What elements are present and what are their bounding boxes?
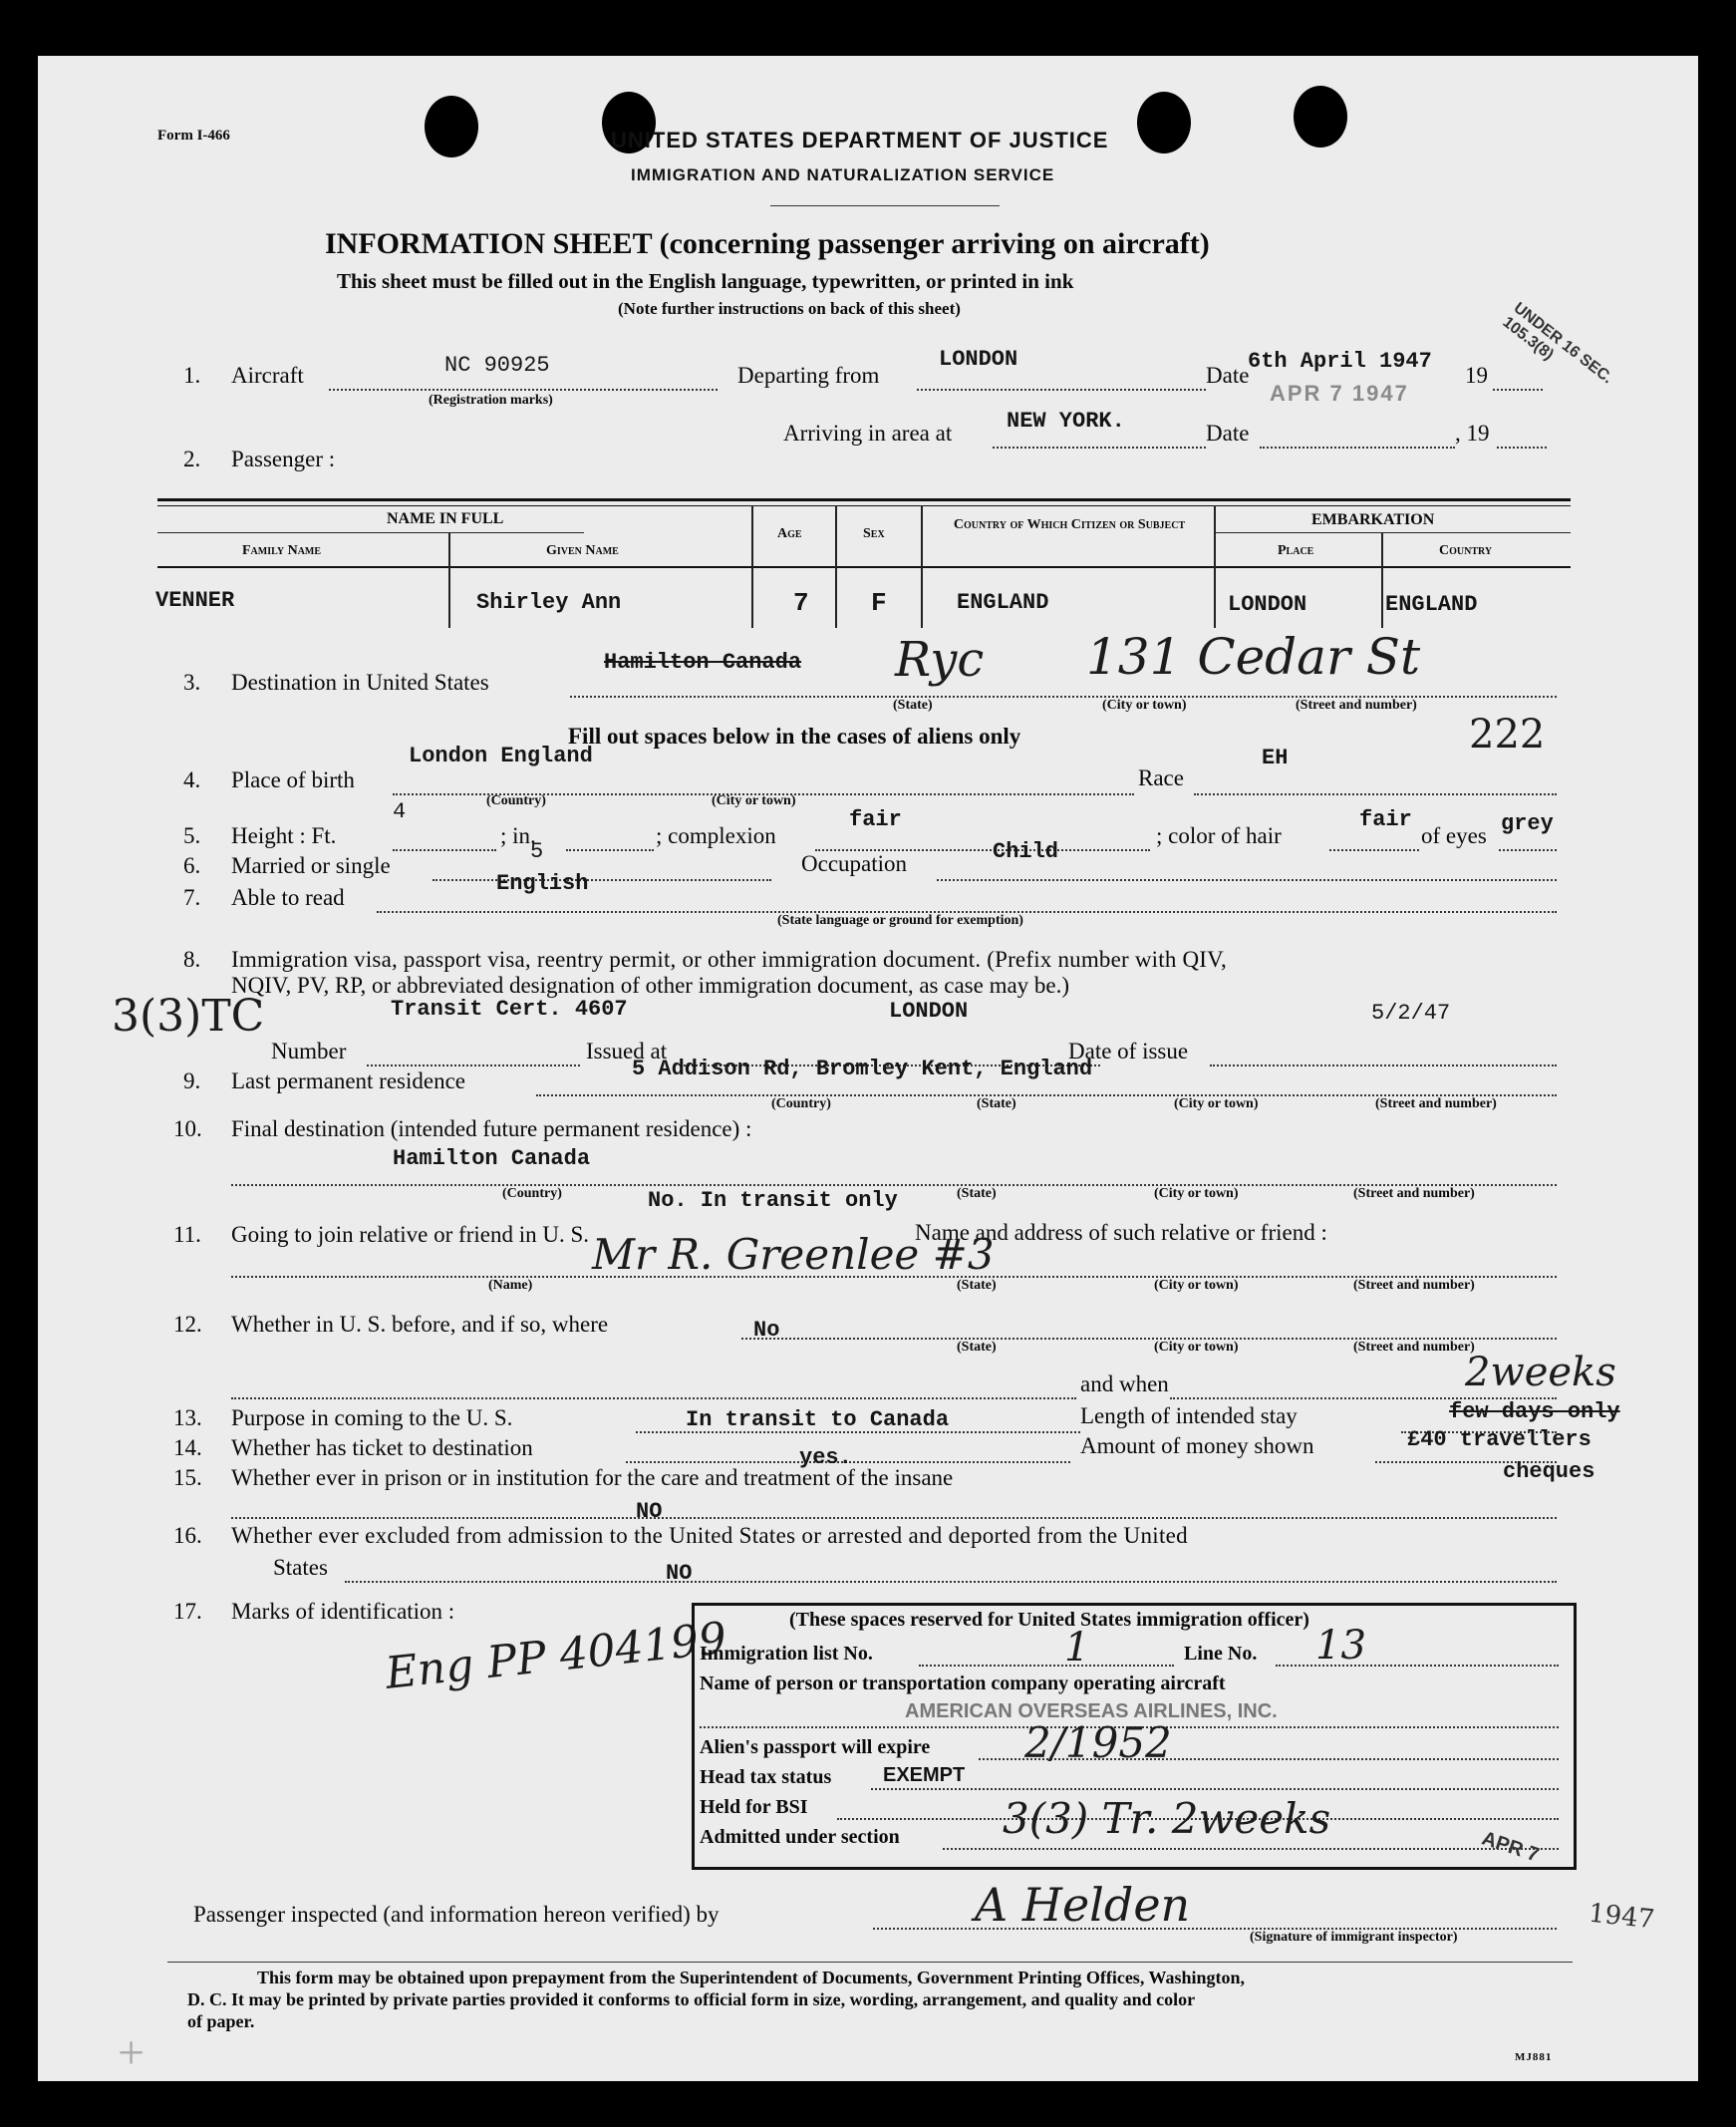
height-ft-value: 4 bbox=[393, 799, 407, 824]
list-value: 1 bbox=[1064, 1625, 1090, 1671]
departing-value: LONDON bbox=[939, 347, 1018, 372]
inspected-label: Passenger inspected (and information hereon verified) by bbox=[193, 1902, 720, 1927]
item-number: 12. bbox=[173, 1312, 202, 1337]
country-sub: (Country) bbox=[502, 1186, 562, 1201]
hair-label: ; color of hair bbox=[1156, 823, 1282, 848]
family-name-header: Family Name bbox=[242, 543, 322, 558]
line-label: Line No. bbox=[1184, 1643, 1258, 1665]
country-sub: (Country) bbox=[771, 1096, 831, 1111]
punch-hole bbox=[425, 96, 478, 157]
purpose-value: In transit to Canada bbox=[686, 1407, 950, 1432]
name-in-full-header: NAME IN FULL bbox=[387, 510, 504, 527]
corner-mark: + bbox=[118, 2026, 145, 2079]
city-sub: (City or town) bbox=[1154, 1186, 1239, 1201]
line-value: 13 bbox=[1315, 1623, 1366, 1669]
sheet-note: (Note further instructions on back of this sheet) bbox=[618, 299, 961, 318]
ticket-value: yes. bbox=[799, 1445, 852, 1470]
doc-date-value: 5/2/47 bbox=[1371, 1001, 1451, 1026]
excluded-line1: Whether ever excluded from admission to the United States or arrested and deported from the United bbox=[231, 1523, 1188, 1548]
state-sub: (State) bbox=[957, 1186, 997, 1201]
form-code: MJ881 bbox=[1515, 2051, 1553, 2063]
destination-hand-street: 131 Cedar St bbox=[1086, 628, 1421, 686]
year-stamp: 1947 bbox=[1587, 1898, 1656, 1936]
sheet-subtitle: This sheet must be filled out in the English language, typewritten, or printed in ink bbox=[337, 269, 1074, 293]
destination-label: Destination in United States bbox=[231, 670, 489, 695]
height-label: Height : Ft. bbox=[231, 823, 337, 848]
sex-header: Sex bbox=[863, 526, 885, 541]
item-number: 2. bbox=[183, 447, 201, 471]
arrival-year-suffix: , 19 bbox=[1455, 421, 1490, 446]
age-header: Age bbox=[777, 526, 802, 541]
number-label: Number bbox=[271, 1039, 347, 1064]
arriving-value: NEW YORK. bbox=[1007, 409, 1125, 434]
complexion-value: fair bbox=[849, 807, 902, 832]
item-number: 17. bbox=[173, 1599, 202, 1624]
money-value-2: cheques bbox=[1503, 1459, 1595, 1484]
registration-sub: (Registration marks) bbox=[429, 393, 553, 408]
prison-value: NO bbox=[636, 1499, 663, 1524]
state-sub: (State) bbox=[957, 1340, 997, 1355]
item-number: 4. bbox=[183, 767, 201, 792]
departure-date-value: 6th April 1947 bbox=[1248, 349, 1432, 374]
destination-hand-state: Ryc bbox=[895, 632, 985, 688]
destination-typed: Hamilton Canada bbox=[604, 650, 802, 675]
punch-hole bbox=[1137, 92, 1191, 153]
family-name-value: VENNER bbox=[155, 588, 235, 613]
height-in-value: 5 bbox=[530, 839, 544, 864]
marks-label: Marks of identification : bbox=[231, 1599, 455, 1624]
hair-value: fair bbox=[1359, 807, 1412, 832]
item-number: 14. bbox=[173, 1435, 202, 1460]
margin-hand-note: 3(3)TC bbox=[112, 991, 265, 1042]
doc-number-value: Transit Cert. 4607 bbox=[391, 997, 628, 1022]
list-label: Immigration list No. bbox=[700, 1643, 873, 1665]
item-number: 13. bbox=[173, 1405, 202, 1430]
purpose-label: Purpose in coming to the U. S. bbox=[231, 1405, 513, 1430]
given-name-value: Shirley Ann bbox=[476, 590, 622, 615]
name-sub: (Name) bbox=[488, 1278, 533, 1293]
stay-label: Length of intended stay bbox=[1080, 1403, 1298, 1428]
ticket-label: Whether has ticket to destination bbox=[231, 1435, 533, 1460]
inspector-signature: A Helden bbox=[975, 1878, 1191, 1932]
signature-sub: (Signature of immigrant inspector) bbox=[1250, 1930, 1458, 1945]
city-sub: (City or town) bbox=[1102, 698, 1187, 713]
citizen-value: ENGLAND bbox=[957, 590, 1049, 615]
embark-place-value: LONDON bbox=[1228, 592, 1307, 617]
footer-line2: D. C. It may be printed by private parties provided it conforms to official form in size, wording, arrangement, and quality and color bbox=[187, 1989, 1196, 2009]
admitted-label: Admitted under section bbox=[700, 1826, 900, 1848]
occupation-label: Occupation bbox=[801, 851, 908, 876]
citizen-header: Country of Which Citizen or Subject bbox=[953, 517, 1186, 532]
header-dept: UNITED STATES DEPARTMENT OF JUSTICE bbox=[611, 128, 1109, 152]
complexion-label: ; complexion bbox=[656, 823, 776, 848]
money-value: £40 travellers bbox=[1407, 1427, 1591, 1452]
item-number: 1. bbox=[183, 363, 201, 388]
city-sub: (City or town) bbox=[712, 793, 796, 808]
hand-222: 222 bbox=[1469, 712, 1546, 758]
sex-value: F bbox=[871, 588, 887, 618]
footer-line3: of paper. bbox=[187, 2011, 255, 2031]
date-label: Date bbox=[1206, 363, 1250, 388]
passport-value: 2/1952 bbox=[1024, 1718, 1172, 1767]
item-number: 7. bbox=[183, 885, 201, 910]
money-label: Amount of money shown bbox=[1080, 1433, 1314, 1458]
embarkation-header: EMBARKATION bbox=[1311, 511, 1435, 528]
when-label: and when bbox=[1080, 1371, 1169, 1396]
join-hand-name: Mr R. Greenlee #3 bbox=[592, 1230, 995, 1279]
punch-hole bbox=[1294, 86, 1347, 148]
arriving-label: Arriving in area at bbox=[783, 421, 953, 446]
aircraft-label: Aircraft bbox=[231, 363, 304, 388]
under-16-stamp: UNDER 16 SEC. 105.3(8) bbox=[1499, 299, 1616, 388]
read-label: Able to read bbox=[231, 885, 345, 910]
when-hand: 2weeks bbox=[1465, 1350, 1616, 1395]
year-suffix: 19 bbox=[1465, 363, 1488, 388]
join-typed: No. In transit only bbox=[648, 1188, 898, 1213]
admitted-value: 3(3) Tr. 2weeks bbox=[1003, 1794, 1331, 1843]
country-header: Country bbox=[1439, 543, 1493, 558]
item-number: 9. bbox=[183, 1068, 201, 1093]
headtax-label: Head tax status bbox=[700, 1766, 832, 1788]
date-stamp: APR 7 1947 bbox=[1270, 381, 1409, 406]
read-sub: (State language or ground for exemption) bbox=[777, 913, 1023, 928]
city-sub: (City or town) bbox=[1154, 1340, 1239, 1355]
immigration-doc-line2: NQIV, PV, RP, or abbreviated designation of other immigration document, as case may be.) bbox=[231, 973, 1070, 998]
state-sub: (State) bbox=[893, 698, 933, 713]
occupation-value: Child bbox=[993, 839, 1059, 864]
final-destination-value: Hamilton Canada bbox=[393, 1146, 591, 1171]
birthplace-value: London England bbox=[409, 744, 593, 768]
given-name-header: Given Name bbox=[546, 543, 619, 558]
item-number: 6. bbox=[183, 853, 201, 878]
street-sub: (Street and number) bbox=[1353, 1340, 1475, 1355]
eyes-label: of eyes bbox=[1421, 823, 1487, 848]
stay-value: few days only bbox=[1449, 1399, 1620, 1424]
immigration-doc-line1: Immigration visa, passport visa, reentry permit, or other immigration document. (Prefix number with QIV, bbox=[231, 947, 1227, 972]
item-number: 15. bbox=[173, 1465, 202, 1490]
marital-label: Married or single bbox=[231, 853, 391, 878]
item-number: 16. bbox=[173, 1523, 202, 1548]
country-sub: (Country) bbox=[486, 793, 546, 808]
apr-stamp: APR 7 bbox=[1479, 1827, 1543, 1867]
street-sub: (Street and number) bbox=[1296, 698, 1417, 713]
state-sub: (State) bbox=[977, 1096, 1016, 1111]
item-number: 11. bbox=[173, 1222, 201, 1247]
street-sub: (Street and number) bbox=[1375, 1096, 1497, 1111]
excluded-value: NO bbox=[666, 1561, 693, 1586]
prison-label: Whether ever in prison or in institution for the care and treatment of the insane bbox=[231, 1465, 954, 1490]
doc-issued-value: LONDON bbox=[889, 999, 969, 1024]
issue-date-label: Date of issue bbox=[1068, 1039, 1189, 1064]
eyes-value: grey bbox=[1501, 811, 1554, 836]
departing-label: Departing from bbox=[737, 363, 880, 388]
item-number: 5. bbox=[183, 823, 201, 848]
passenger-label: Passenger : bbox=[231, 447, 336, 471]
item-number: 3. bbox=[183, 670, 201, 695]
arrival-date-label: Date bbox=[1206, 421, 1250, 446]
birthplace-label: Place of birth bbox=[231, 767, 355, 792]
residence-value: 5 Addison Rd, Bromley Kent, England bbox=[632, 1057, 1093, 1081]
place-header: Place bbox=[1278, 543, 1314, 558]
join-label: Going to join relative or friend in U. S. bbox=[231, 1222, 589, 1247]
city-sub: (City or town) bbox=[1154, 1278, 1239, 1293]
form-id: Form I-466 bbox=[157, 128, 230, 144]
final-destination-label: Final destination (intended future permanent residence) : bbox=[231, 1116, 752, 1141]
marks-hand: Eng PP 404199 bbox=[383, 1613, 729, 1699]
issued-label: Issued at bbox=[586, 1039, 668, 1064]
company-label: Name of person or transportation company operating aircraft bbox=[700, 1672, 1226, 1694]
passport-label: Alien's passport will expire bbox=[700, 1736, 931, 1758]
bsi-label: Held for BSI bbox=[700, 1796, 808, 1818]
city-sub: (City or town) bbox=[1174, 1096, 1259, 1111]
embark-country-value: ENGLAND bbox=[1385, 592, 1478, 617]
aliens-only-heading: Fill out spaces below in the cases of aliens only bbox=[568, 724, 1021, 749]
join-label-2: Name and address of such relative or friend : bbox=[915, 1220, 1327, 1245]
prior-visit-label: Whether in U. S. before, and if so, where bbox=[231, 1312, 609, 1337]
officer-box-title: (These spaces reserved for United States immigration officer) bbox=[789, 1609, 1309, 1631]
item-number: 10. bbox=[173, 1116, 202, 1141]
race-label: Race bbox=[1138, 765, 1184, 790]
read-value: English bbox=[496, 871, 589, 896]
street-sub: (Street and number) bbox=[1353, 1186, 1475, 1201]
residence-label: Last permanent residence bbox=[231, 1068, 465, 1093]
document-sheet bbox=[38, 56, 1698, 2081]
item-number: 8. bbox=[183, 947, 201, 972]
sheet-title: INFORMATION SHEET (concerning passenger arriving on aircraft) bbox=[325, 227, 1210, 260]
street-sub: (Street and number) bbox=[1353, 1278, 1475, 1293]
race-value: EH bbox=[1262, 746, 1289, 770]
age-value: 7 bbox=[793, 588, 809, 618]
state-sub: (State) bbox=[957, 1278, 997, 1293]
header-service: IMMIGRATION AND NATURALIZATION SERVICE bbox=[631, 165, 1055, 184]
footer-line1: This form may be obtained upon prepayment from the Superintendent of Documents, Government Printing Offices, Washington, bbox=[257, 1968, 1246, 1987]
prior-visit-value: No bbox=[753, 1318, 780, 1343]
company-value: AMERICAN OVERSEAS AIRLINES, INC. bbox=[905, 1700, 1278, 1722]
excluded-line2: States bbox=[273, 1555, 328, 1580]
aircraft-value: NC 90925 bbox=[444, 353, 550, 378]
height-in-label: ; in. bbox=[500, 823, 536, 848]
headtax-value: EXEMPT bbox=[883, 1764, 966, 1786]
